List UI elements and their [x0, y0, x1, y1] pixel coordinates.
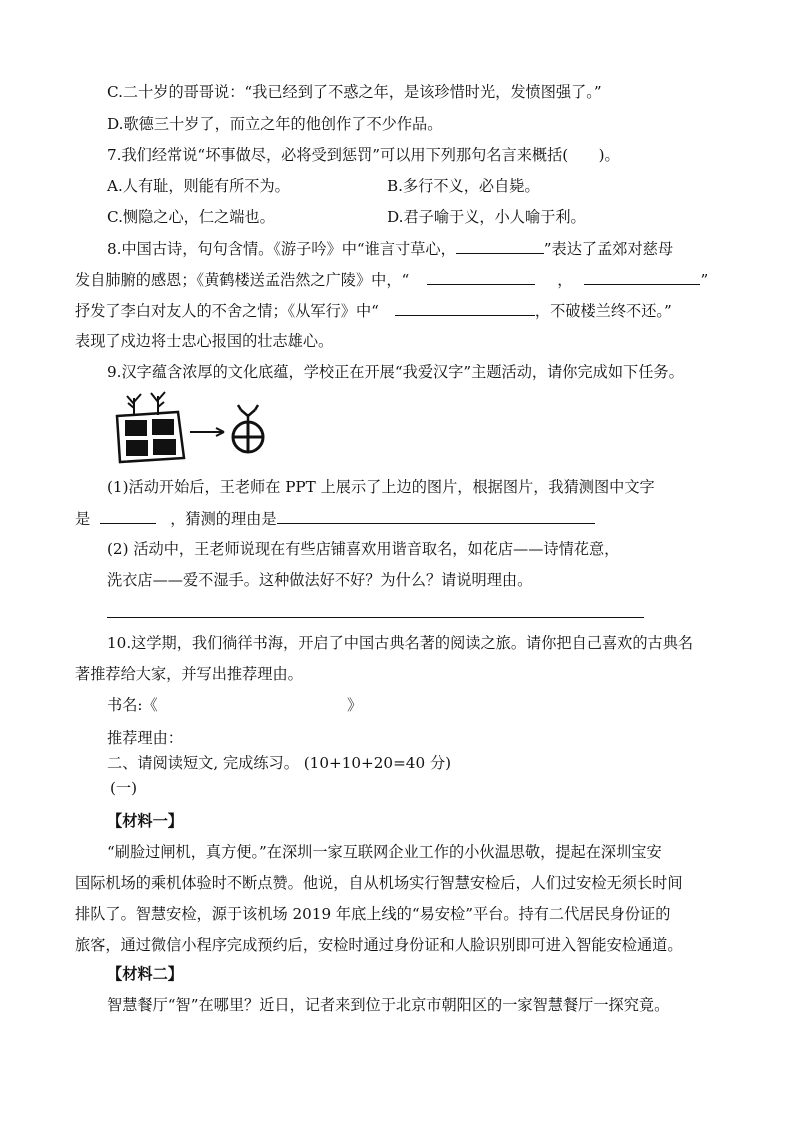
q8-blank-2[interactable]	[427, 269, 535, 285]
q7-option-a: A.人有耻，则能有所不为。	[107, 177, 290, 195]
section-2-part: (一)	[110, 779, 138, 797]
q7-option-b: B.多行不义，必自毙。	[387, 177, 540, 195]
material-2-line-1: 智慧餐厅“智”在哪里？近日，记者来到位于北京市朝阳区的一家智慧餐厅一探究竟。	[107, 996, 670, 1014]
q10-line-1: 10.这学期，我们徜徉书海，开启了中国古典名著的阅读之旅。请你把自己喜欢的古典名	[107, 634, 694, 652]
q8-line-3	[75, 300, 672, 321]
q9-sub2-line-2: 洗衣店——爱不湿手。这种做法好不好？为什么？请说明理由。	[107, 571, 533, 589]
arrow-right-icon	[190, 428, 224, 436]
field-picture-icon	[117, 392, 184, 462]
q8-line-1-text-b: ”表达了孟郊对慈母	[543, 240, 674, 258]
material-1-line-1: “刷脸过闸机，真方便。”在深圳一家互联网企业工作的小伙温思敬，提起在深圳宝安	[107, 843, 662, 861]
q8-line-2-comma: ，	[557, 271, 573, 289]
q9-sub1-line-2	[75, 508, 595, 529]
q8-line-3-text-b: ，不破楼兰终不还。”	[534, 302, 672, 320]
q9-reason-blank[interactable]	[277, 508, 595, 524]
q9-figure	[112, 388, 282, 468]
material-1-line-3: 排队了。智慧安检，源于该机场 2019 年底上线的“易安检”平台。持有二代居民身份证的	[75, 905, 671, 923]
q10-reason-label: 推荐理由：	[107, 729, 183, 747]
q8-line-3-text-a: 抒发了李白对友人的不舍之情；《从军行》中“	[75, 302, 379, 320]
q8-line-2-text-a: 发自肺腑的感恩；《黄鹤楼送孟浩然之广陵》中，“	[75, 271, 410, 289]
q10-book-close: 》	[347, 696, 363, 714]
q9-sub1-text-b: ，猜测的理由是	[170, 510, 277, 528]
q6-option-c: C.二十岁的哥哥说：“我已经到了不惑之年，是该珍惜时光，发愤图强了。”	[107, 83, 602, 101]
q7-option-d: D.君子喻于义，小人喻于利。	[387, 208, 586, 226]
q9-sub2-line-1: (2) 活动中，王老师说现在有些店铺喜欢用谐音取名，如花店——诗情花意，	[107, 540, 620, 558]
q10-line-2: 著推荐给大家，并写出推荐理由。	[75, 665, 303, 683]
q9-sub1-text-a: 是	[75, 510, 91, 528]
q8-line-2-quote: ”	[700, 271, 709, 289]
q7-option-c: C.恻隐之心，仁之端也。	[107, 208, 275, 226]
ancient-character-icon	[233, 405, 263, 452]
material-1-line-4: 旅客，通过微信小程序完成预约后，安检时通过身份证和人脸识别即可进入智能安检通道。	[75, 936, 683, 954]
material-2-title: 【材料二】	[107, 965, 183, 983]
q7-stem: 7.我们经常说“坏事做尽，必将受到惩罚”可以用下列那句名言来概括( )。	[107, 146, 620, 164]
q8-line-1	[107, 238, 673, 259]
q8-line-1-text-a: 8.中国古诗，句句含情。《游子吟》中“谁言寸草心，	[107, 240, 456, 258]
q8-line-2	[75, 269, 708, 290]
section-2-heading: 二、请阅读短文, 完成练习。 (10+10+20=40 分)	[107, 754, 452, 772]
q9-stem: 9.汉字蕴含浓厚的文化底蕴，学校正在开展“我爱汉字”主题活动，请你完成如下任务。	[107, 363, 684, 381]
q9-answer-line[interactable]	[107, 617, 644, 618]
q10-book-label: 书名:《	[107, 696, 158, 714]
q6-option-d: D.歌德三十岁了，而立之年的他创作了不少作品。	[107, 115, 443, 133]
q9-guess-blank[interactable]	[100, 508, 156, 524]
material-1-title: 【材料一】	[107, 812, 183, 830]
q8-blank-4[interactable]	[395, 300, 535, 316]
q8-blank-1[interactable]	[456, 238, 544, 254]
q8-line-4: 表现了戍边将士忠心报国的壮志雄心。	[75, 332, 334, 350]
material-1-line-2: 国际机场的乘机体验时不断点赞。他说，自从机场实行智慧安检后，人们过安检无须长时间	[75, 874, 683, 892]
q8-blank-3[interactable]	[584, 269, 700, 285]
q9-sub1-line-1: (1)活动开始后，王老师在 PPT 上展示了上边的图片，根据图片，我猜测图中文字	[107, 478, 655, 496]
